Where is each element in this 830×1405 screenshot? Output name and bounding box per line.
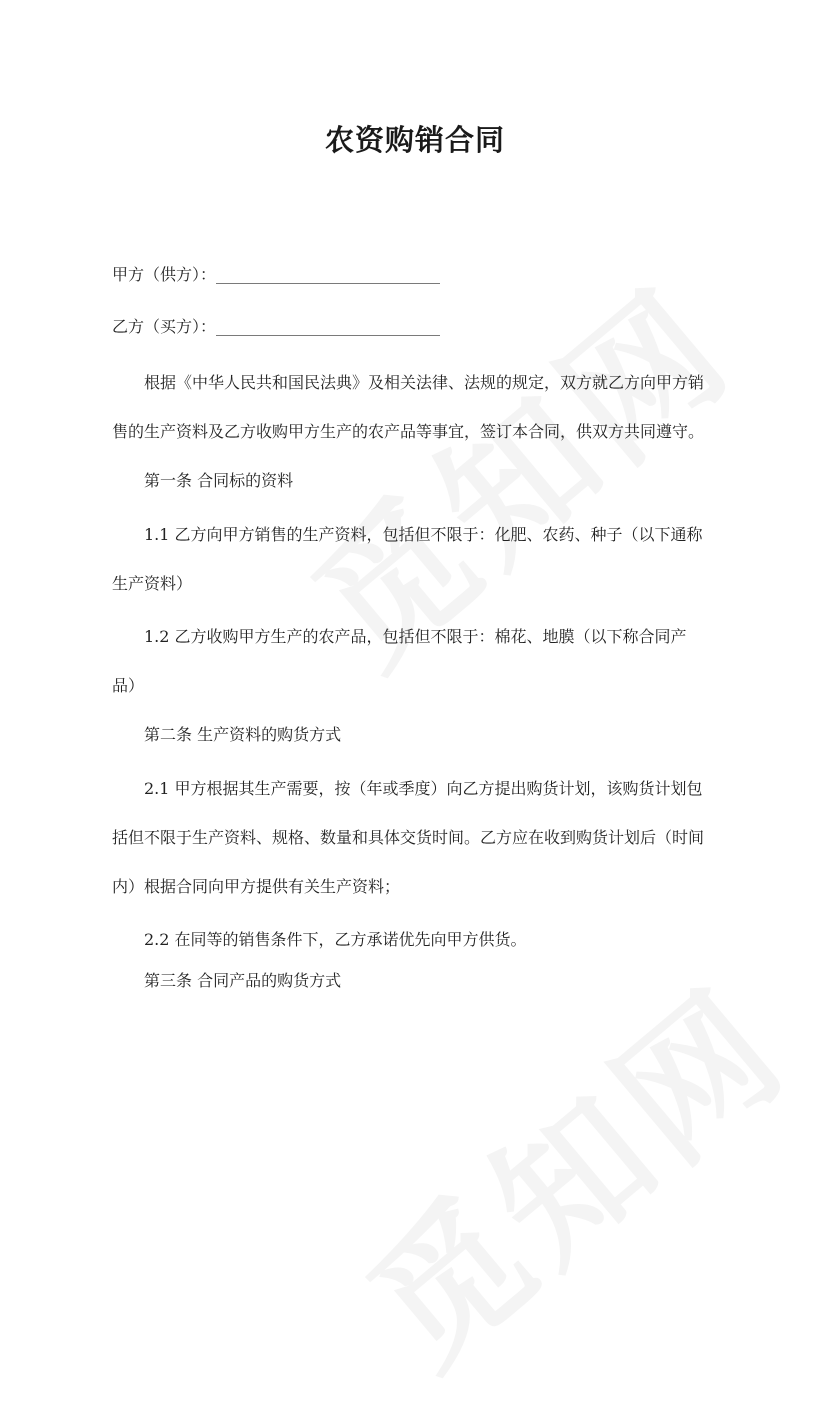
clause-2-1: 2.1 甲方根据其生产需要，按（年或季度）向乙方提出购货计划，该购货计划包括但不限于生产资料、规格、数量和具体交货时间。乙方应在收到购货计划后（时间内）根据合同向甲方提供有关生产资料；: [112, 779, 705, 896]
article-3-heading: 第三条 合同产品的购货方式: [144, 971, 342, 990]
document-body: [112, 262, 708, 1020]
article-1-heading: 第一条 合同标的资料: [144, 471, 294, 490]
clause-1-1: 1.1 乙方向甲方销售的生产资料，包括但不限于：化肥、农药、种子（以下通称生产资料）: [112, 525, 703, 593]
clause-1-2: 1.2 乙方收购甲方生产的农产品，包括但不限于：棉花、地膜（以下称合同产品）: [112, 627, 687, 695]
clause-2-2: 2.2 在同等的销售条件下，乙方承诺优先向甲方供货。: [144, 930, 527, 949]
article-2-heading: 第二条 生产资料的购货方式: [144, 725, 342, 744]
intro-paragraph: 根据《中华人民共和国民法典》及相关法律、法规的规定，双方就乙方向甲方销售的生产资料及乙方收购甲方生产的农产品等事宜，签订本合同，供双方共同遵守。: [112, 373, 705, 441]
document-title: 农资购销合同: [324, 123, 505, 157]
party-a-line: 甲方（供方）：____________________________: [112, 265, 441, 284]
party-b-line: 乙方（买方）：____________________________: [112, 317, 441, 336]
